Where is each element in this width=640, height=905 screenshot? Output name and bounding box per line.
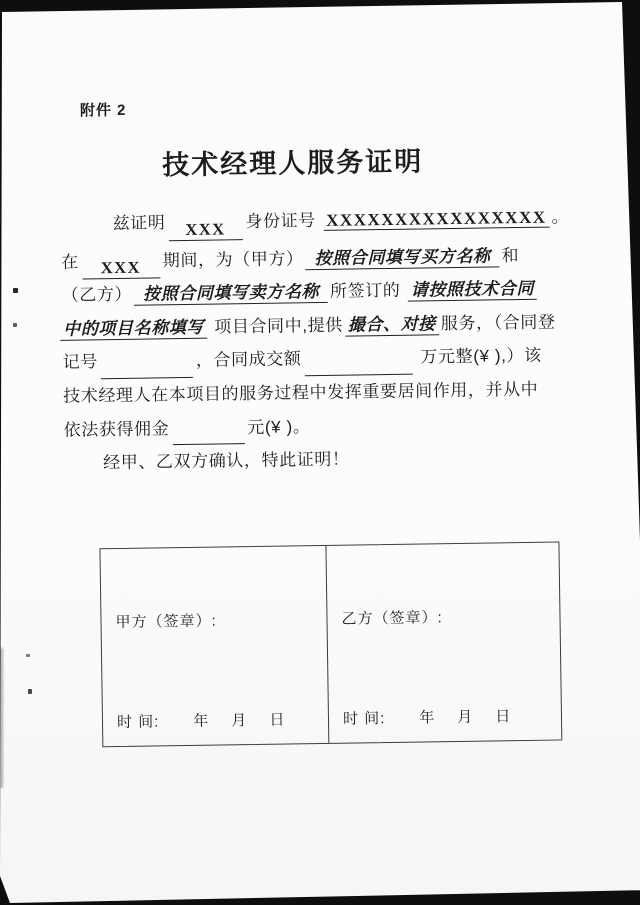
document-title: 技术经理人服务证明 bbox=[162, 146, 424, 181]
line7-suffix: 元(¥ )。 bbox=[247, 416, 311, 437]
party-a-year-label: 年 bbox=[193, 712, 210, 730]
body-line-6: 技术经理人在本项目的服务过程中发挥重要居间作用，并从中 bbox=[63, 379, 539, 406]
services-fill: 撮合、对接 bbox=[345, 314, 439, 336]
line2-suffix: 和 bbox=[501, 245, 520, 265]
party-b-cell bbox=[325, 542, 561, 742]
id-number-blank: XXXXXXXXXXXXXXXX bbox=[323, 208, 550, 231]
party-a-time-label: 时 间: bbox=[116, 713, 160, 732]
party-b-year-label: 年 bbox=[419, 709, 436, 727]
line4-suffix: 服务，（合同登 bbox=[440, 312, 556, 333]
party-b-seal-label: 乙方（签章）: bbox=[341, 609, 443, 628]
party-b-time-row bbox=[343, 705, 512, 728]
party-a-cell bbox=[100, 546, 328, 746]
line5-mid: ，合同成交额 bbox=[195, 349, 302, 371]
party-a-time-row bbox=[117, 709, 286, 732]
signature-table bbox=[99, 541, 562, 747]
body-line-8: 经甲、乙双方确认，特此证明！ bbox=[103, 449, 350, 473]
line5-prefix: 记号 bbox=[62, 352, 99, 373]
party-b-time-label: 时 间: bbox=[342, 710, 386, 728]
line1-prefix: 兹证明 bbox=[112, 213, 166, 234]
party-b-day-label: 日 bbox=[495, 708, 512, 726]
contract-amount-blank bbox=[304, 352, 412, 377]
period-blank: XXX bbox=[82, 256, 160, 280]
project-name-fill-part1: 请按照技术合同 bbox=[408, 279, 538, 302]
party-a-month-label: 月 bbox=[231, 712, 248, 730]
body-line-1 bbox=[112, 201, 570, 241]
attachment-label: 附件 2 bbox=[79, 101, 127, 120]
party-a-seal-label: 甲方（签章）: bbox=[115, 612, 217, 632]
line3-mid: 所签订的 bbox=[329, 280, 401, 302]
certificate-body bbox=[60, 201, 570, 481]
project-name-fill-part2: 中的项目名称填写 bbox=[60, 317, 207, 340]
line3-prefix: （乙方） bbox=[61, 284, 133, 306]
party-b-month-label: 月 bbox=[457, 708, 474, 726]
line2-prefix: 在 bbox=[61, 252, 79, 272]
line1-id-label: 身份证号 bbox=[245, 211, 316, 232]
line2-mid: 期间，为（甲方） bbox=[162, 248, 304, 270]
line5-suffix: 万元整(¥ ),）该 bbox=[420, 346, 542, 367]
seller-name-fill: 按照合同填写卖方名称 bbox=[134, 282, 328, 306]
name-blank: XXX bbox=[168, 217, 242, 241]
line1-period-mark: 。 bbox=[551, 207, 570, 227]
line7-prefix: 依法获得佣金 bbox=[63, 418, 170, 440]
line4-mid: 项目合同中,提供 bbox=[214, 315, 343, 337]
buyer-name-fill: 按照合同填写买方名称 bbox=[305, 246, 499, 270]
registration-number-blank bbox=[101, 355, 193, 379]
party-a-day-label: 日 bbox=[269, 711, 286, 729]
commission-blank bbox=[172, 421, 244, 445]
